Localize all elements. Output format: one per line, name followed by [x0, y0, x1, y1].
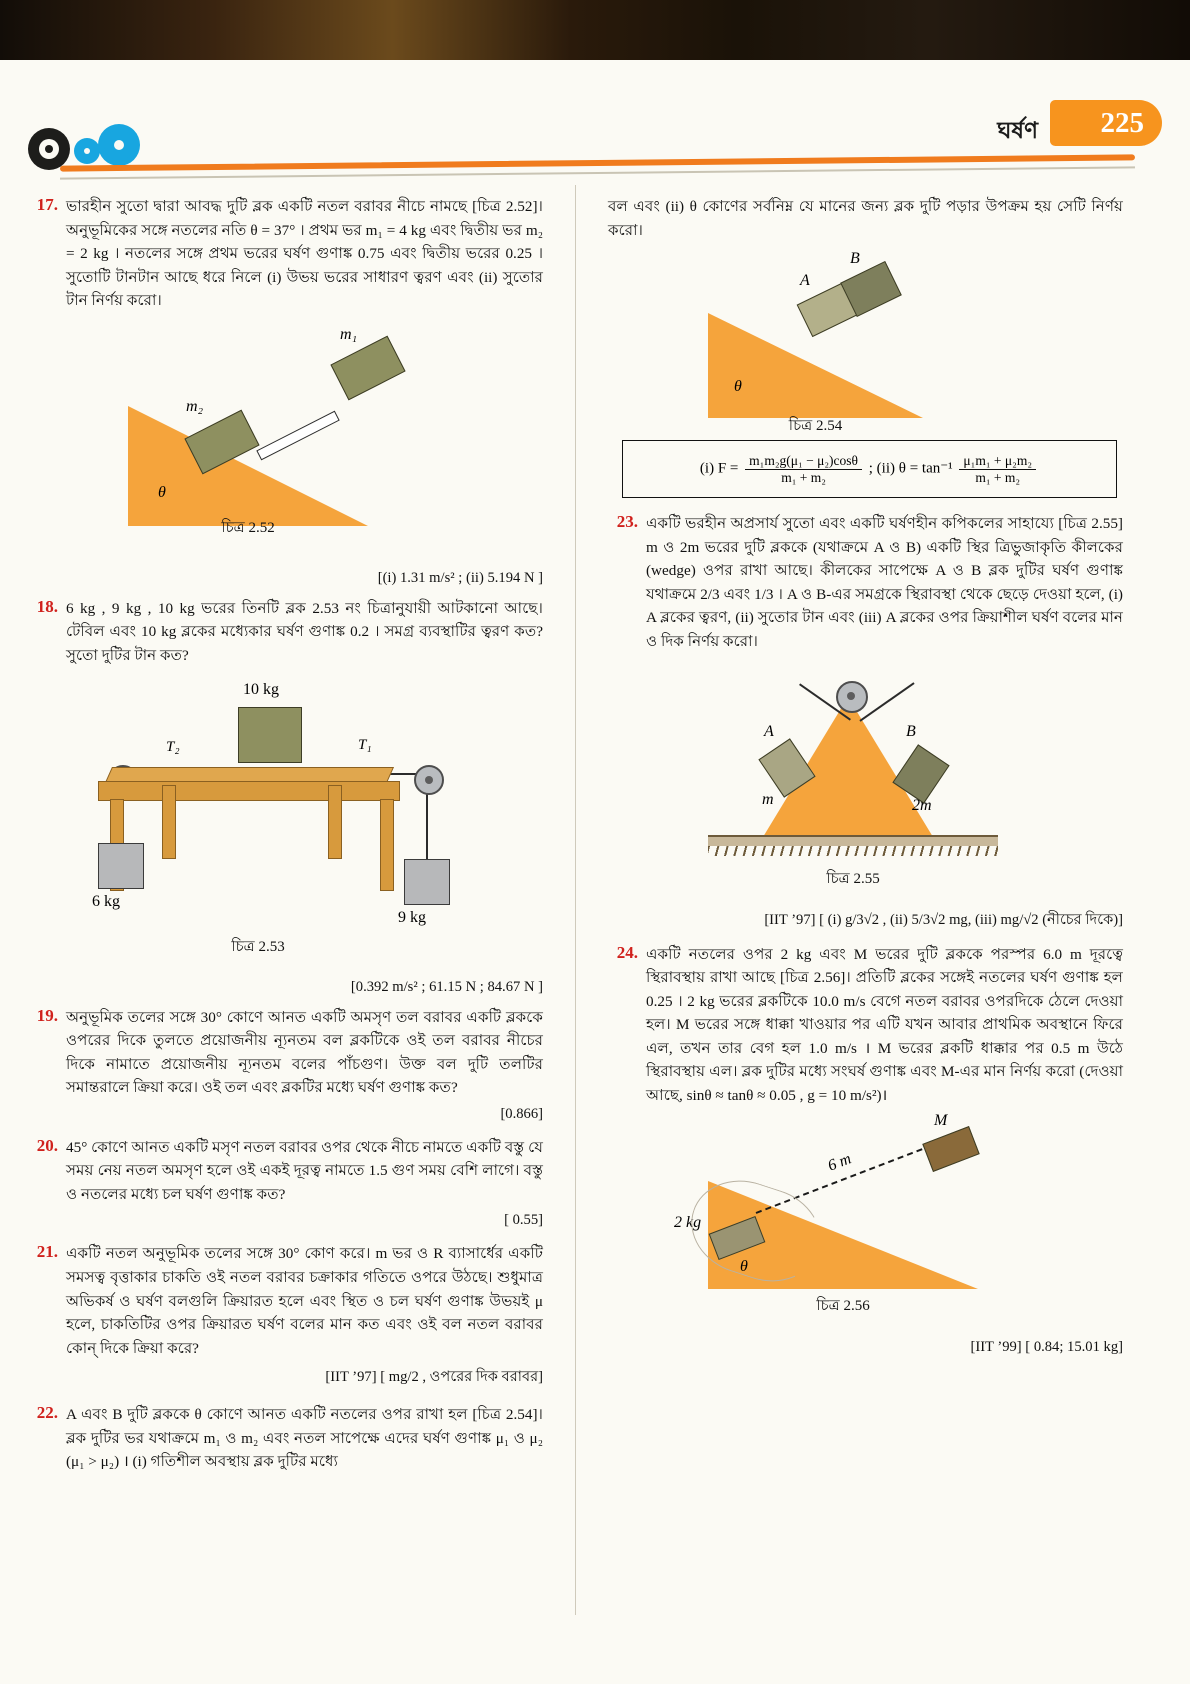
figure-2-55 — [668, 667, 1048, 887]
label-top-block: 10 kg — [243, 680, 279, 698]
label-theta: θ — [740, 1258, 748, 1276]
label-M: M — [934, 1112, 948, 1130]
question-text: একটি ভরহীন অপ্রসার্য সুতো এবং একটি ঘর্ষণহীন কপিকলের সাহায্যে [চিত্র 2.55] m ও 2m ভরের দুটি ব্লককে (যথাক্রমে A ও B) একটি স্থির ত্রিভুজাকৃতি কীলকের (wedge) ওপর রাখা আছে। কীলকের সাপেক্ষে A ও B ব্লক দুটির ঘর্ষণ গুণাঙ্ক যথাক্রমে 2/3 এবং 1/3 । A ও B-এর সমগ্রকে স্থিরাবস্থা থেকে ছেড়ে দেওয়া হলে, (i) A ব্লকের ত্বরণ, (ii) সুতোর টান এবং (iii) A ব্লকের ওপর ক্রিয়াশীল ঘর্ষণ বলের মান ও দিক নির্ণয় করো। — [646, 515, 1123, 650]
question-text: 45° কোণে আনত একটি মসৃণ নতল বরাবর ওপর থেকে নীচে নামতে একটি বস্তু যে সময় নেয় নতল অমসৃণ হলে ওই একই দূরত্ব নামতে 1.5 গুণ সময় বেশি লাগে। বস্তু ও নতলের মধ্যে চল ঘর্ষণ গুণাঙ্ক কত? — [66, 1138, 543, 1203]
label-m: m — [762, 790, 774, 808]
figure-caption: চিত্র 2.52 — [221, 519, 275, 536]
label-theta: θ — [734, 378, 742, 396]
fraction-denominator: m₁ + m₂ — [781, 469, 826, 485]
question-number: 24. — [616, 942, 638, 962]
label-A: A — [764, 722, 774, 740]
formula-part-ii-prefix: ; (ii) θ = tan⁻¹ — [868, 460, 953, 477]
formula-part-i-fraction — [745, 453, 862, 485]
question-text: একটি নতলের ওপর 2 kg এবং M ভরের দুটি ব্লককে পরস্পর 6.0 m দূরত্বে স্থিরাবস্থায় রাখা আছে [চিত্র 2.56]। প্রতিটি ব্লকের সঙ্গেই নতলের ঘর্ষণ গুণাঙ্ক হল 0.25 । 2 kg ভরের ব্লকটিকে 10.0 m/s বেগে নতল বরাবর ওপরদিকে ঠেলে দেওয়া হল। M ভরের সঙ্গে ধাক্কা খাওয়ার পর এটি যখন আবার প্রাথমিক অবস্থানে ফিরে এল, তখন তার বেগ হল 1.0 m/s । M ভরের ব্লকটি ধাক্কার পর 0.5 m উঠে স্থিরাবস্থায় এল। ব্লক দুটির মধ্যে সংঘর্ষ গুণাঙ্ক এবং M-এর মান নির্ণয় করো (দেওয়া আছে, sinθ ≈ tanθ ≈ 0.05 , g = 10 m/s²)। — [646, 945, 1123, 1104]
label-block-2kg: 2 kg — [674, 1214, 702, 1232]
label-m1: m₁ — [340, 325, 358, 343]
label-A: A — [800, 272, 810, 290]
figure-2-52 — [68, 326, 488, 536]
gear-small-icon — [78, 142, 96, 160]
formula-box-22 — [622, 440, 1117, 498]
question-text: A এবং B দুটি ব্লককে θ কোণে আনত একটি নতলের ওপর রাখা হল [চিত্র 2.54]। ব্লক দুটির ভর যথাক্রমে m₁ ও m₂ এবং নতল সাপেক্ষে এদের ঘর্ষণ গুণাঙ্ক μ₁ ও μ₂ (μ₁ > μ₂) । (i) গতিশীল অবস্থায় ব্লক দুটির মধ্যে — [66, 1406, 543, 1471]
label-m2: m₂ — [186, 397, 204, 415]
question-22 — [28, 1403, 543, 1474]
question-18 — [28, 597, 543, 668]
figure-caption: চিত্র 2.53 — [231, 938, 285, 955]
label-right-block: 9 kg — [398, 908, 426, 926]
fraction-numerator: μ₁m₁ + μ₂m₂ — [959, 453, 1036, 470]
fraction-numerator: m₁m₂g(μ₁ − μ₂)cosθ — [745, 453, 862, 470]
label-B: B — [906, 722, 916, 740]
formula-part-ii-fraction — [959, 453, 1036, 485]
question-20 — [28, 1136, 543, 1230]
question-22-continued: বল এবং (ii) θ কোণের সর্বনিম্ন যে মানের জন্য ব্লক দুটি পড়ার উপক্রম হয় সেটি নির্ণয় করো। — [608, 198, 1123, 239]
figure-caption: চিত্র 2.55 — [826, 870, 880, 887]
figure-2-54 — [688, 250, 1048, 435]
ground-hatching — [708, 835, 998, 846]
formula-part-i-prefix: (i) F = — [699, 460, 739, 477]
right-column — [608, 195, 1123, 1366]
question-23 — [608, 512, 1123, 653]
figure-caption: চিত্র 2.56 — [816, 1298, 870, 1315]
page-number: 225 — [1100, 107, 1144, 139]
table-leg-2 — [380, 799, 394, 891]
left-column — [28, 195, 543, 1487]
block-6kg — [98, 843, 144, 889]
question-text: একটি নতল অনুভূমিক তলের সঙ্গে 30° কোণ করে। m ভর ও R ব্যাসার্ধের একটি সমসত্ব বৃত্তাকার চাকতি ওই নতল বরাবর চক্রাকার গতিতে ওপরে উঠছে। শুধুমাত্র অভিকর্ষ ও ঘর্ষণ বলগুলি ক্রিয়ারত হলে এবং স্থিত ও চল ঘর্ষণ গুণাঙ্ক উভয়ই μ হলে, চাকতিটির ওপর ক্রিয়ারত ঘর্ষণ বলের মান কত এবং ওই বল নতল বরাবর কোন্ দিকে ক্রিয়া করে? — [66, 1245, 543, 1357]
question-21 — [28, 1242, 543, 1390]
question-text: ভারহীন সুতো দ্বারা আবদ্ধ দুটি ব্লক একটি নতল বরাবর নীচে নামছে [চিত্র 2.52]। অনুভূমিকের সঙ্গে নতলের নতি θ = 37° । প্রথম ভর m₁ = 4 kg এবং দ্বিতীয় ভর m₂ = 2 kg । নতলের সঙ্গে প্রথম ভরের ঘর্ষণ গুণাঙ্ক 0.75 এবং দ্বিতীয় ভরের 0.25 । সুতোটি টানটান আছে ধরে নিলে (i) উভয় ভরের সাধারণ ত্বরণ এবং (ii) সুতোর টান নির্ণয় করো। — [66, 198, 543, 310]
answer-24: [IIT ’99] [ 0.84; 15.01 kg] — [970, 1339, 1123, 1356]
question-19 — [28, 1006, 543, 1123]
figure-2-53 — [58, 680, 488, 955]
answer-18: [0.392 m/s² ; 61.15 N ; 84.67 N ] — [350, 978, 543, 995]
label-t2: T₂ — [166, 738, 180, 755]
table-front-edge — [98, 781, 400, 801]
question-number: 21. — [36, 1242, 58, 1262]
block-M — [922, 1127, 979, 1173]
block-9kg — [404, 859, 450, 905]
question-number: 23. — [616, 512, 638, 532]
question-text: অনুভূমিক তলের সঙ্গে 30° কোণে আনত একটি অমসৃণ তল বরাবর একটি ব্লককে ওপরের দিকে তুলতে প্রয়োজনীয় ন্যূনতম বল ব্লকটিকে ওই তল বরাবর নীচের দিকে নামাতে প্রয়োজনীয় ন্যূনতম বলের পাঁচগুণ। উক্ত বল দুটি তলটির সমান্তরালে ক্রিয়া করে। ওই তল এবং ব্লকটির মধ্যে ঘর্ষণ গুণাঙ্ক কত? — [66, 1008, 543, 1097]
question-number: 17. — [36, 195, 58, 214]
column-divider — [575, 185, 576, 1615]
question-17 — [28, 195, 543, 313]
label-B: B — [850, 250, 860, 268]
fraction-denominator: m₁ + m₂ — [975, 469, 1021, 485]
answer-17: [(i) 1.31 m/s² ; (ii) 5.194 N ] — [377, 569, 543, 586]
chapter-title: ঘর্ষণ — [997, 118, 1038, 143]
pulley-right — [414, 765, 444, 795]
question-text: 6 kg , 9 kg , 10 kg ভরের তিনটি ব্লক 2.53 নং চিত্রানুযায়ী আটকানো আছে। টেবিল এবং 10 kg ব্লকের মধ্যেকার ঘর্ষণ গুণাঙ্ক 0.2 । সমগ্র ব্যবস্থাটির ত্বরণ কত? সুতো দুটির টান কত? — [66, 599, 543, 664]
block-m1 — [330, 335, 405, 400]
label-t1: T₁ — [358, 736, 372, 753]
answer-21: [IIT ’97] [ mg/2 , ওপরের দিক বরাবর] — [325, 1369, 543, 1386]
question-number: 19. — [36, 1005, 58, 1025]
table-leg-3 — [162, 785, 176, 859]
answer-23: [IIT ’97] [ (i) g/3√2 , (ii) 5/3√2 mg, (iii) mg/√2 (নীচের দিকে)] — [764, 911, 1123, 928]
label-theta: θ — [158, 483, 166, 501]
label-left-block: 6 kg — [92, 892, 120, 910]
pulley-top — [836, 681, 868, 713]
figure-caption: চিত্র 2.54 — [788, 418, 843, 435]
block-10kg — [238, 707, 302, 763]
table-leg-4 — [328, 785, 342, 859]
gear-big-icon — [104, 130, 134, 160]
question-number: 22. — [36, 1403, 58, 1423]
question-number: 20. — [36, 1135, 58, 1155]
question-number: 18. — [36, 596, 58, 616]
answer-20: [ 0.55] — [504, 1212, 543, 1229]
label-2m: 2m — [912, 796, 932, 814]
spiral-icon — [28, 128, 70, 170]
question-24 — [608, 943, 1123, 1108]
label-distance: 6 m — [825, 1150, 854, 1176]
answer-19: [0.866] — [500, 1105, 543, 1122]
